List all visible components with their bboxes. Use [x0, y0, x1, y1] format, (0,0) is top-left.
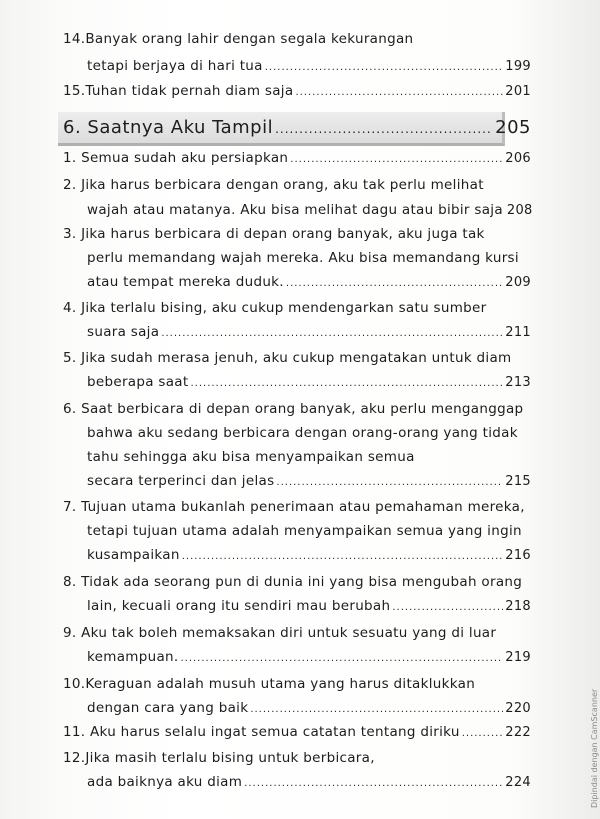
leader-dots	[462, 722, 504, 746]
entry-text: Tidak ada seorang pun di dunia ini yang bisa mengubah orang	[81, 574, 523, 590]
leader-dots	[276, 471, 503, 495]
entry-number: 5.	[63, 350, 77, 366]
leader-dots	[295, 81, 503, 105]
entry-text: Jika sudah merasa jenuh, aku cukup mengatakan untuk diam	[81, 350, 512, 366]
page-number: 224	[505, 775, 531, 790]
leader-dots	[290, 148, 503, 172]
chapter-heading	[63, 114, 531, 142]
chapter-title: Saatnya Aku Tampil	[87, 117, 274, 138]
leader-dots	[286, 272, 503, 296]
entry-number: 8.	[63, 574, 77, 590]
leader-dots	[244, 772, 503, 796]
entry-text: Tuhan tidak pernah diam saja	[85, 83, 294, 99]
entry-text: Semua sudah aku persiapkan	[81, 150, 289, 166]
entry-text: Saat berbicara di depan orang banyak, aku perlu menganggap	[81, 401, 524, 417]
leader-dots	[161, 322, 503, 346]
entry-text: perlu memandang wajah mereka. Aku bisa memandang kursi	[87, 250, 519, 266]
watermark-text: Dipindai dengan CamScanner	[590, 688, 599, 808]
entry-text: tahu sehingga aku bisa menyampaikan semua	[87, 449, 415, 465]
entry-text: atau tempat mereka duduk.	[87, 274, 284, 290]
entry-text: tetapi tujuan utama adalah menyampaikan semua yang ingin	[87, 523, 522, 539]
leader-dots	[275, 115, 493, 143]
entry-text: Jika terlalu bising, aku cukup mendengarkan satu sumber	[81, 300, 487, 316]
entry-number: 15.	[63, 83, 86, 99]
entry-number: 2.	[63, 177, 77, 193]
entry-text: Tujuan utama bukanlah penerimaan atau pemahaman mereka,	[81, 499, 525, 515]
entry-text: suara saja	[87, 324, 160, 340]
entry-text: kemampuan.	[87, 649, 179, 665]
entry-text: Jika harus berbicara di depan orang banyak, aku juga tak	[81, 226, 485, 242]
entry-text: Keraguan adalah musuh utama yang harus ditaklukkan	[85, 676, 476, 692]
page-number: 209	[505, 275, 531, 290]
entry-number: 4.	[63, 300, 77, 316]
entry-number: 1.	[63, 150, 77, 166]
entry-number: 14.	[63, 31, 86, 47]
page-number: 206	[505, 151, 531, 166]
page-number: 218	[505, 599, 531, 614]
page-number: 216	[505, 548, 531, 563]
leader-dots	[392, 596, 503, 620]
page-number: 215	[505, 474, 531, 489]
entry-number: 12.	[63, 750, 86, 766]
page-number: 199	[505, 59, 531, 74]
page-number: 211	[505, 325, 531, 340]
entry-number: 9.	[63, 625, 77, 641]
leader-dots	[250, 698, 503, 722]
entry-number: 6.	[63, 401, 77, 417]
entry-text: Aku harus selalu ingat semua catatan tentang diriku	[89, 724, 460, 740]
entry-text: lain, kecuali orang itu sendiri mau berubah	[87, 598, 391, 614]
entry-number: 11.	[63, 724, 86, 740]
page-number: 201	[505, 84, 531, 99]
leader-dots	[265, 56, 504, 80]
page-number: 208	[506, 203, 533, 218]
entry-text: Banyak orang lahir dengan segala kekurangan	[85, 31, 414, 47]
entry-number: 7.	[63, 499, 77, 515]
leader-dots	[190, 372, 503, 396]
entry-text: Jika masih terlalu bising untuk berbicara,	[85, 750, 375, 766]
entry-text: Jika harus berbicara dengan orang, aku tak perlu melihat	[81, 177, 484, 193]
entry-text: bahwa aku sedang berbicara dengan orang-orang yang tidak	[87, 425, 518, 441]
page-number: 213	[505, 375, 531, 390]
entry-number: 10.	[63, 676, 86, 692]
leader-dots	[180, 647, 503, 671]
chapter-page: 205	[495, 117, 531, 138]
entry-text: dengan cara yang baik	[87, 700, 249, 716]
page-number: 219	[505, 650, 531, 665]
entry-text: wajah atau matanya. Aku bisa melihat dagu atau bibir saja	[87, 202, 503, 218]
entry-number: 3.	[63, 226, 77, 242]
chapter-number: 6.	[63, 117, 82, 138]
entry-text: ada baiknya aku diam	[87, 774, 243, 790]
entry-text: beberapa saat	[87, 374, 189, 390]
leader-dots	[182, 545, 504, 569]
entry-text: Aku tak boleh memaksakan diri untuk sesuatu yang di luar	[81, 625, 497, 641]
entry-text: tetapi berjaya di hari tua	[87, 58, 263, 74]
scanner-watermark	[580, 688, 599, 808]
page-number: 222	[505, 725, 531, 740]
page-number: 220	[505, 701, 531, 716]
entry-text: secara terperinci dan jelas	[87, 473, 275, 489]
entry-text: kusampaikan	[87, 547, 180, 563]
